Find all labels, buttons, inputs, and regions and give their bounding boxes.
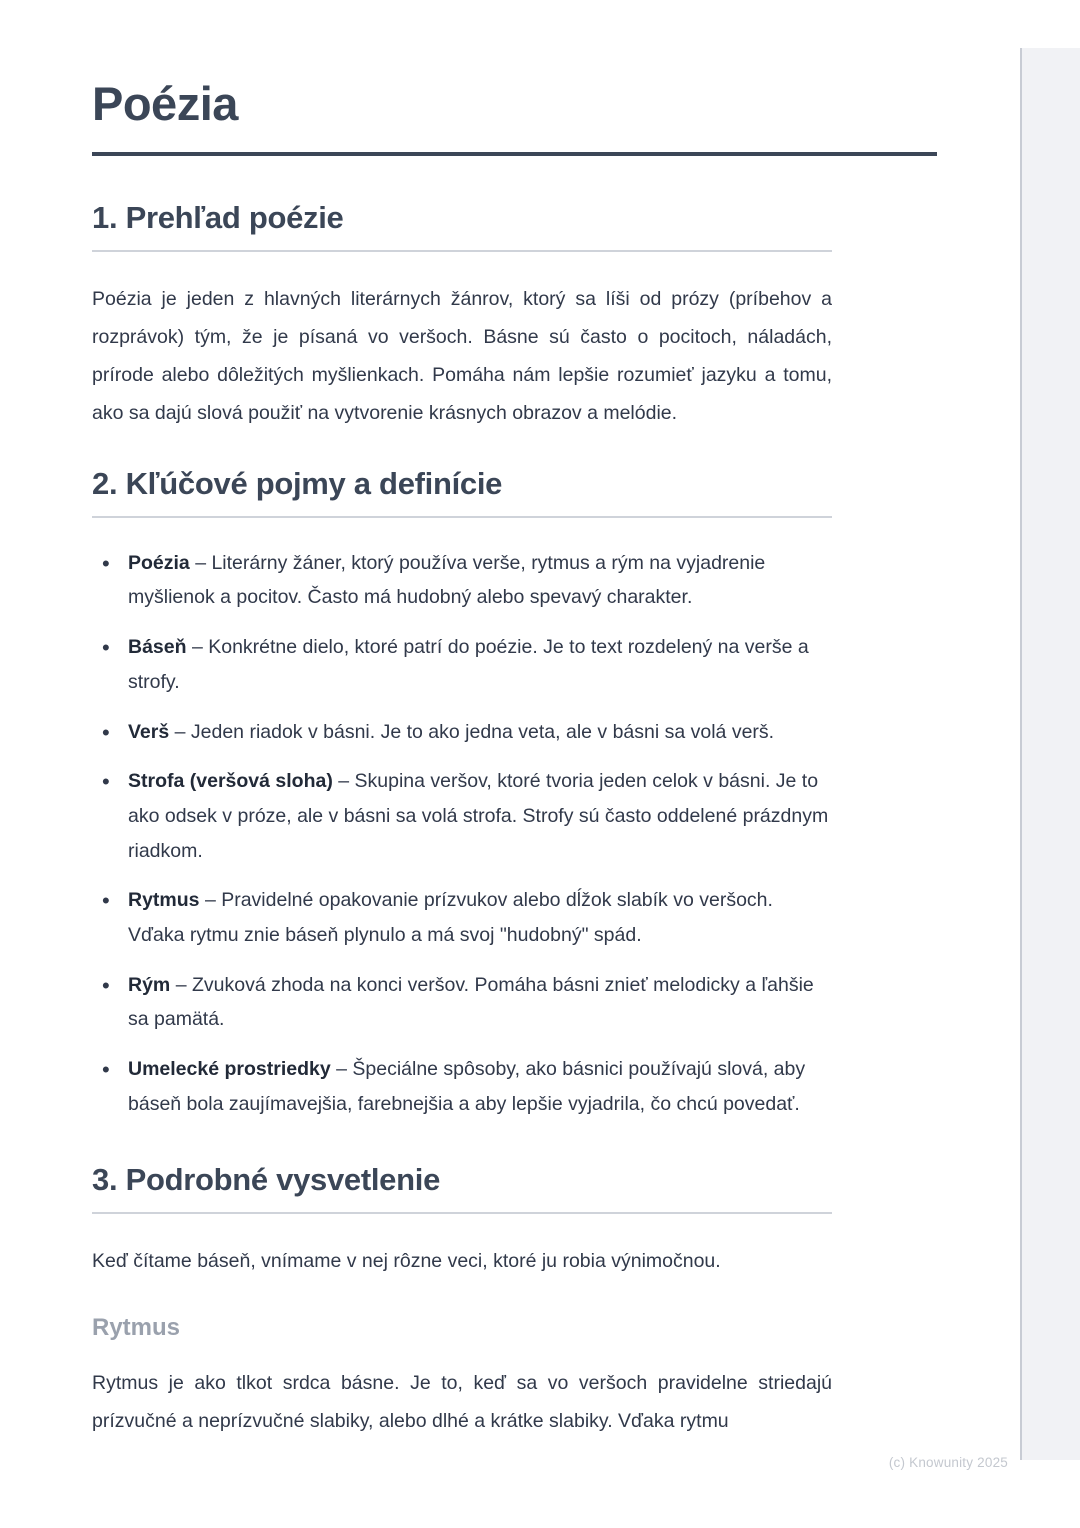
section-divider-1 — [92, 250, 832, 252]
list-item — [92, 715, 832, 750]
term-label: Báseň — [128, 636, 187, 659]
term-label: Rým — [128, 973, 171, 996]
term-definition: – Jeden riadok v básni. Je to ako jedna veta, ale v básni sa volá verš. — [169, 720, 775, 743]
term-definition: – Špeciálne spôsoby, ako básnici používajú slová, aby báseň bola zaujímavejšia, farebnejšia a aby lepšie vyjadrila, čo chcú povedať. — [128, 1058, 806, 1115]
term-label: Verš — [128, 720, 170, 743]
subsection-paragraph-rytmus: Rytmus je ako tlkot srdca básne. Je to, keď sa vo veršoch pravidelne striedajú prízvučné a neprízvučné slabiky, alebo dlhé a krátke slabiky. Vďaka rytmu — [92, 1371, 832, 1432]
term-label: Umelecké prostriedky — [128, 1058, 331, 1081]
key-terms-list — [92, 546, 832, 1122]
section-heading-2: 2. Kľúčové pojmy a definície — [92, 465, 503, 501]
section-divider-2 — [92, 516, 832, 518]
term-definition: – Zvuková zhoda na konci veršov. Pomáha básni znieť melodicky a ľahšie sa pamätá. — [128, 973, 814, 1031]
list-item — [92, 1052, 832, 1121]
list-item — [92, 883, 832, 952]
list-item — [92, 764, 832, 868]
list-item — [92, 968, 832, 1037]
section-paragraph-1: Poézia je jeden z hlavných literárnych žánrov, ktorý sa líši od prózy (príbehov a rozprávok) tým, že je písaná vo veršoch. Básne sú často o pocitoch, náladách, prírode alebo dôležitých myšlienkach. Pomáha nám lepšie rozumieť jazyku a tomu, ako sa dajú slová použiť na vytvorenie krásnych obrazov a melódie. — [92, 287, 832, 424]
term-label: Rytmus — [128, 889, 200, 912]
page-margin-strip — [1020, 48, 1080, 1460]
term-label: Strofa (veršová sloha) — [128, 770, 333, 793]
section-heading-1: 1. Prehľad poézie — [92, 199, 344, 235]
list-item — [92, 546, 832, 615]
section-divider-3 — [92, 1212, 832, 1214]
section-heading-3: 3. Podrobné vysvetlenie — [92, 1161, 441, 1197]
title-divider — [92, 152, 937, 156]
term-label: Poézia — [128, 551, 190, 574]
term-definition: – Pravidelné opakovanie prízvukov alebo dĺžok slabík vo veršoch. Vďaka rytmu znie báseň plynulo a má svoj "hudobný" spád. — [128, 889, 773, 947]
copyright-notice: (c) Knowunity 2025 — [888, 1455, 1008, 1470]
term-definition: – Skupina veršov, ktoré tvoria jeden celok v básni. Je to ako odsek v próze, ale v básni sa volá strofa. Strofy sú často oddelené prázdnym riadkom. — [128, 770, 829, 862]
page-title: Poézia — [92, 77, 238, 130]
list-item — [92, 630, 832, 699]
subsection-heading-rytmus: Rytmus — [92, 1313, 181, 1341]
term-definition: – Konkrétne dielo, ktoré patrí do poézie. Je to text rozdelený na verše a strofy. — [128, 636, 809, 693]
section-paragraph-3: Keď čítame báseň, vnímame v nej rôzne veci, ktoré ju robia výnimočnou. — [92, 1249, 721, 1272]
term-definition: – Literárny žáner, ktorý používa verše, rytmus a rým na vyjadrenie myšlienok a pocitov. Často má hudobný alebo spevavý charakter. — [128, 551, 766, 609]
